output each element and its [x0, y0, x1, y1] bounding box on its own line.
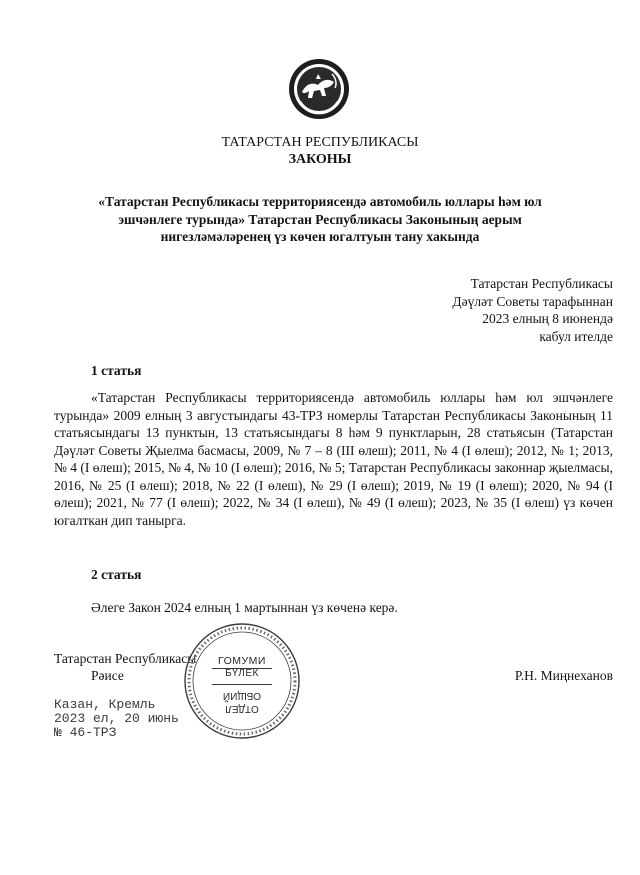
republic-heading: ТАТАРСТАН РЕСПУБЛИКАСЫ — [221, 135, 419, 150]
signatory-title: Рәисе — [91, 668, 124, 683]
article-2-text: Әлеге Закон 2024 елның 1 мартыннан үз көченә керә. — [91, 600, 398, 615]
stamp-number: № 46-ТРЗ — [54, 725, 117, 740]
law-title-line: нигезләмәләренең үз көчен югалтуын тану хакында — [160, 229, 480, 244]
article-2-heading: 2 статья — [91, 567, 142, 582]
law-title-line: эшчәнлеге турында» Татарстан Республикасы Законының аерым — [118, 211, 522, 227]
seal-text: ГОМУМИ — [218, 655, 266, 667]
seal-text: БҮЛЕК — [225, 668, 259, 679]
registration-stamp — [54, 698, 179, 740]
law-heading: ЗАКОНЫ — [288, 152, 352, 167]
law-title — [70, 193, 570, 246]
adoption-line: кабул ителде — [539, 328, 613, 344]
article-1-heading: 1 статья — [91, 363, 142, 378]
adoption-line: Татарстан Республикасы — [470, 276, 613, 291]
article-1-text: «Татарстан Республикасы территориясендә автомобиль юллары һәм юл эшчәнлеге турында» 2009 елның 3 августындагы 43-ТРЗ номерлы Татарстан Республикасы Законының 11 статьясындагы 13 пунктын, 13 статьясындагы 8 һәм 9 пунктларын, 28 статьясын (Татарстан Дәүләт Советы Җыелма басмасы, 2009, № 7 – 8 (III өлеш); 2011, № 4 (I өлеш); 2012, № 1; 2013, № 4 (I өлеш); 2015, № 4, № 10 (I өлеш); 2016, № 5; Татарстан Республикасы законнар җыелмасы, 2016, № 25 (I өлеш); 2018, № 22 (I өлеш), № 29 (I өлеш); 2019, № 19 (I өлеш); 2020, № 94 (I өлеш); 2021, № 77 (I өлеш); 2022, № 34 (I өлеш), № 49 (I өлеш); 2023, № 35 (I өлеш) үз көчен югалткан дип танырга. — [54, 390, 613, 528]
seal-text: ОТДЕЛ — [225, 703, 259, 714]
tatarstan-emblem-icon — [288, 58, 350, 120]
signatory-name: Р.Н. Миңнеханов — [514, 668, 613, 683]
adoption-note — [353, 275, 613, 345]
stamp-date: 2023 ел, 20 июнь — [54, 711, 179, 726]
adoption-line: Дәүләт Советы тарафыннан — [452, 293, 613, 309]
law-title-line: «Татарстан Республикасы территориясендә автомобиль юллары һәм юл — [98, 194, 542, 209]
adoption-line: 2023 елның 8 июнендә — [482, 311, 613, 326]
official-seal-icon — [182, 621, 302, 741]
seal-text: ОБЩИЙ — [222, 690, 262, 701]
stamp-place: Казан, Кремль — [54, 697, 156, 712]
signatory-organization: Татарстан Республикасы — [54, 651, 197, 666]
